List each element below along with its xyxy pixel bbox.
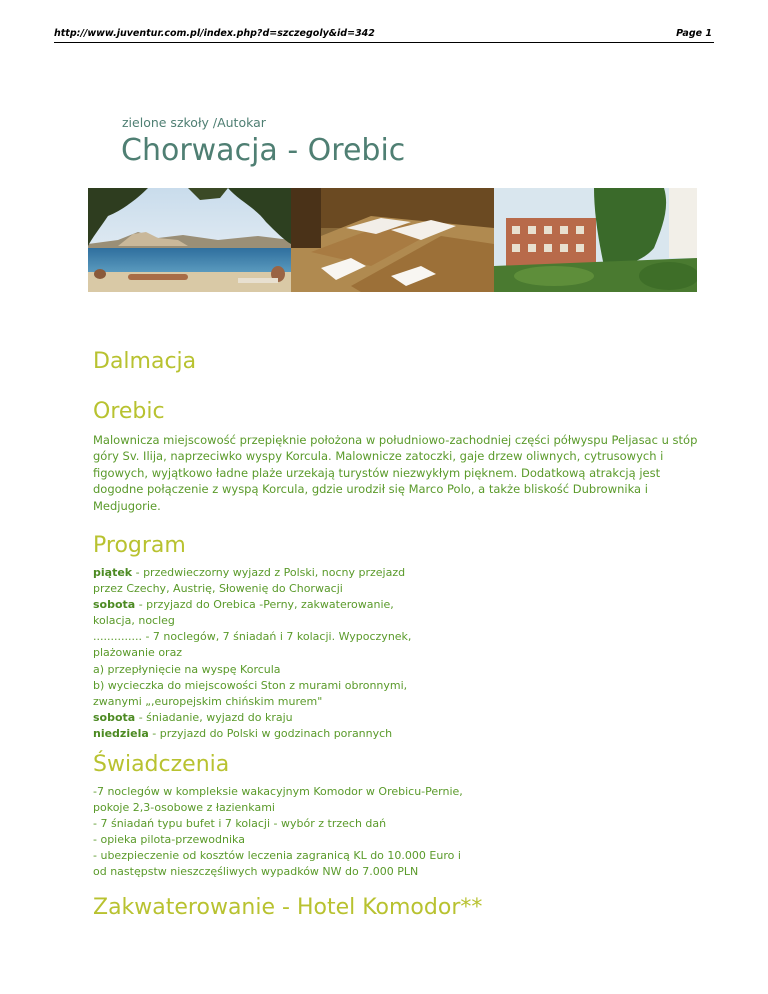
page-title: Chorwacja - Orebic xyxy=(121,133,406,168)
program-text: - przyjazd do Polski w godzinach porannych xyxy=(148,726,393,740)
list-item: - opieka pilota-przewodnika xyxy=(93,833,245,847)
page-number: Page 1 xyxy=(676,28,712,39)
zakwaterowanie-heading: Zakwaterowanie - Hotel Komodor** xyxy=(93,895,483,920)
program-day: piątek xyxy=(93,566,133,579)
program-item xyxy=(93,726,433,742)
photo-strip xyxy=(88,188,697,292)
program-text: a) przepłynięcie na wyspę Korcula xyxy=(93,662,281,676)
program-day: sobota xyxy=(93,710,136,724)
print-header xyxy=(54,28,714,43)
program-heading: Program xyxy=(93,533,186,558)
program-list xyxy=(93,565,433,742)
program-day: niedziela xyxy=(93,726,149,740)
program-text: - śniadanie, wyjazd do kraju xyxy=(135,710,293,724)
program-item xyxy=(93,597,433,629)
program-item xyxy=(93,565,433,597)
hotel-building-photo xyxy=(494,188,697,292)
breadcrumb[interactable]: zielone szkoły /Autokar xyxy=(122,115,266,130)
hotel-room-photo xyxy=(291,188,494,292)
region-heading: Dalmacja xyxy=(93,349,197,374)
program-item xyxy=(93,678,433,710)
program-day: sobota xyxy=(93,598,136,612)
list-item: - 7 śniadań typu bufet i 7 kolacji - wybór z trzech dań xyxy=(93,817,387,831)
beach-photo xyxy=(88,188,291,292)
program-item xyxy=(93,662,433,678)
program-text: .............. - 7 noclegów, 7 śniadań i 7 kolacji. Wypoczynek, plażowanie oraz xyxy=(93,630,412,660)
list-item: -7 noclegów w kompleksie wakacyjnym Komodor w Orebicu-Pernie, pokoje 2,3-osobowe z łazienkami xyxy=(93,785,463,815)
program-text: - przyjazd do Orebica -Perny, zakwaterowanie, kolacja, nocleg xyxy=(93,598,394,628)
page-url: http://www.juventur.com.pl/index.php?d=szczegoly&id=342 xyxy=(54,28,375,39)
program-text: b) wycieczka do miejscowości Ston z murami obronnymi, zwanymi „,europejskim chińskim murem" xyxy=(93,678,408,708)
orebic-description: Malownicza miejscowość przepięknie położona w południowo-zachodniej części półwyspu Peljasac u stóp góry Sv. Ilija, naprzeciwko wyspy Korcula. Malownicze zatoczki, gaje drzew oliwnych, cytrusowych i figowych, wyjątkowo ładne plaże urzekają turystów niezwykłym pięknem. Dodatkową atrakcją jest dogodne połączenie z wyspą Korcula, gdzie urodził się Marco Polo, a także bliskość Dubrownika i Medjugorie. xyxy=(93,433,698,513)
orebic-heading: Orebic xyxy=(93,399,165,424)
list-item: - ubezpieczenie od kosztów leczenia zagranicą KL do 10.000 Euro i od następstw nieszczęśliwych wypadków NW do 7.000 PLN xyxy=(93,849,461,879)
swiadczenia-list xyxy=(93,784,478,881)
program-item xyxy=(93,710,433,726)
swiadczenia-heading: Świadczenia xyxy=(93,752,230,777)
program-item xyxy=(93,629,433,661)
program-text: - przedwieczorny wyjazd z Polski, nocny przejazd przez Czechy, Austrię, Słowenię do Chorwacji xyxy=(93,566,406,596)
